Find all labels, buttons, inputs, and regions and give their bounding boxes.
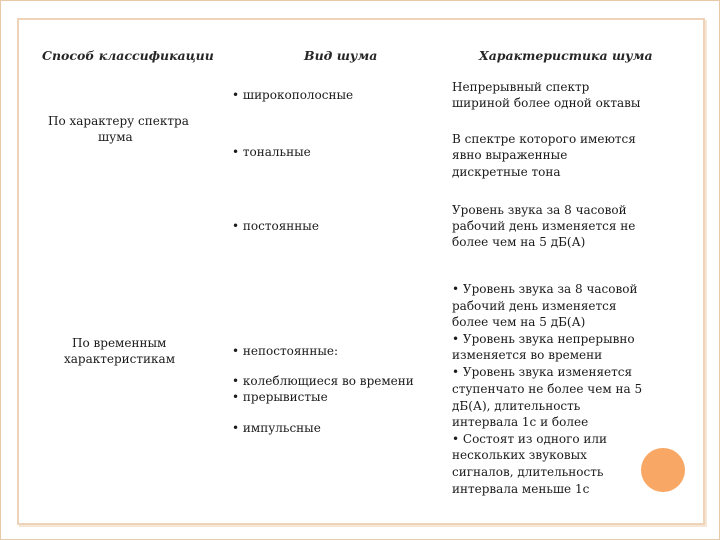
bullet: •	[232, 219, 240, 233]
desc-variable-line10: • Состоят из одного или	[452, 432, 608, 446]
type-broadband-label: широкополосные	[242, 88, 354, 102]
type-constant-label: постоянные	[242, 219, 319, 233]
desc-constant-line3: более чем на 5 дБ(А)	[452, 235, 586, 249]
desc-variable-line6: • Уровень звука изменяется	[452, 365, 633, 379]
desc-variable-line11: нескольких звуковых	[452, 448, 587, 462]
type-variable-label: непостоянные:	[242, 344, 339, 358]
desc-variable-line1: • Уровень звука за 8 часовой	[452, 282, 638, 296]
type-tonal-label: тональные	[242, 145, 311, 159]
desc-tonal-line3: дискретные тона	[452, 165, 561, 179]
header-classification-method: Способ классификации	[42, 48, 214, 63]
type-fluctuating-label: колеблющиеся во времени	[242, 374, 414, 388]
type-impulse-label: импульсные	[242, 421, 321, 435]
desc-tonal-line2: явно выраженные	[452, 148, 568, 162]
desc-variable-line5: изменяется во времени	[452, 348, 603, 362]
bullet: •	[232, 88, 240, 102]
desc-broadband-line2: шириной более одной октавы	[452, 96, 641, 110]
desc-variable-line7: ступенчато не более чем на 5	[452, 382, 643, 396]
bullet: •	[232, 344, 240, 358]
desc-variable-line8: дБ(А), длительность	[452, 399, 581, 413]
label-spectrum-line2: шума	[98, 130, 133, 144]
type-constant	[232, 218, 319, 235]
desc-variable-line9: интервала 1с и более	[452, 415, 589, 429]
type-impulse	[232, 420, 321, 437]
desc-variable-line4: • Уровень звука непрерывно	[452, 332, 635, 346]
header-noise-type: Вид шума	[304, 48, 378, 63]
desc-variable-line3: более чем на 5 дБ(А)	[452, 315, 586, 329]
type-broadband	[232, 87, 353, 104]
desc-variable-line12: сигналов, длительность	[452, 465, 604, 479]
decorative-orange-circle	[641, 448, 685, 492]
label-spectrum-line1: По характеру спектра	[48, 114, 189, 128]
type-intermittent	[232, 389, 328, 406]
type-variable	[232, 343, 338, 360]
bullet: •	[232, 390, 240, 404]
type-tonal	[232, 144, 311, 161]
desc-broadband-line1: Непрерывный спектр	[452, 80, 590, 94]
desc-tonal-line1: В спектре которого имеются	[452, 132, 636, 146]
desc-constant-line2: рабочий день изменяется не	[452, 219, 636, 233]
desc-constant-line1: Уровень звука за 8 часовой	[452, 203, 627, 217]
bullet: •	[232, 421, 240, 435]
label-time-line1: По временным	[72, 336, 167, 350]
type-fluctuating	[232, 373, 414, 390]
type-intermittent-label: прерывистые	[242, 390, 328, 404]
header-noise-characteristic: Характеристика шума	[479, 48, 653, 63]
desc-variable-line13: интервала меньше 1с	[452, 482, 590, 496]
desc-variable-line2: рабочий день изменяется	[452, 299, 617, 313]
bullet: •	[232, 374, 240, 388]
bullet: •	[232, 145, 240, 159]
label-time-line2: характеристикам	[64, 352, 176, 366]
